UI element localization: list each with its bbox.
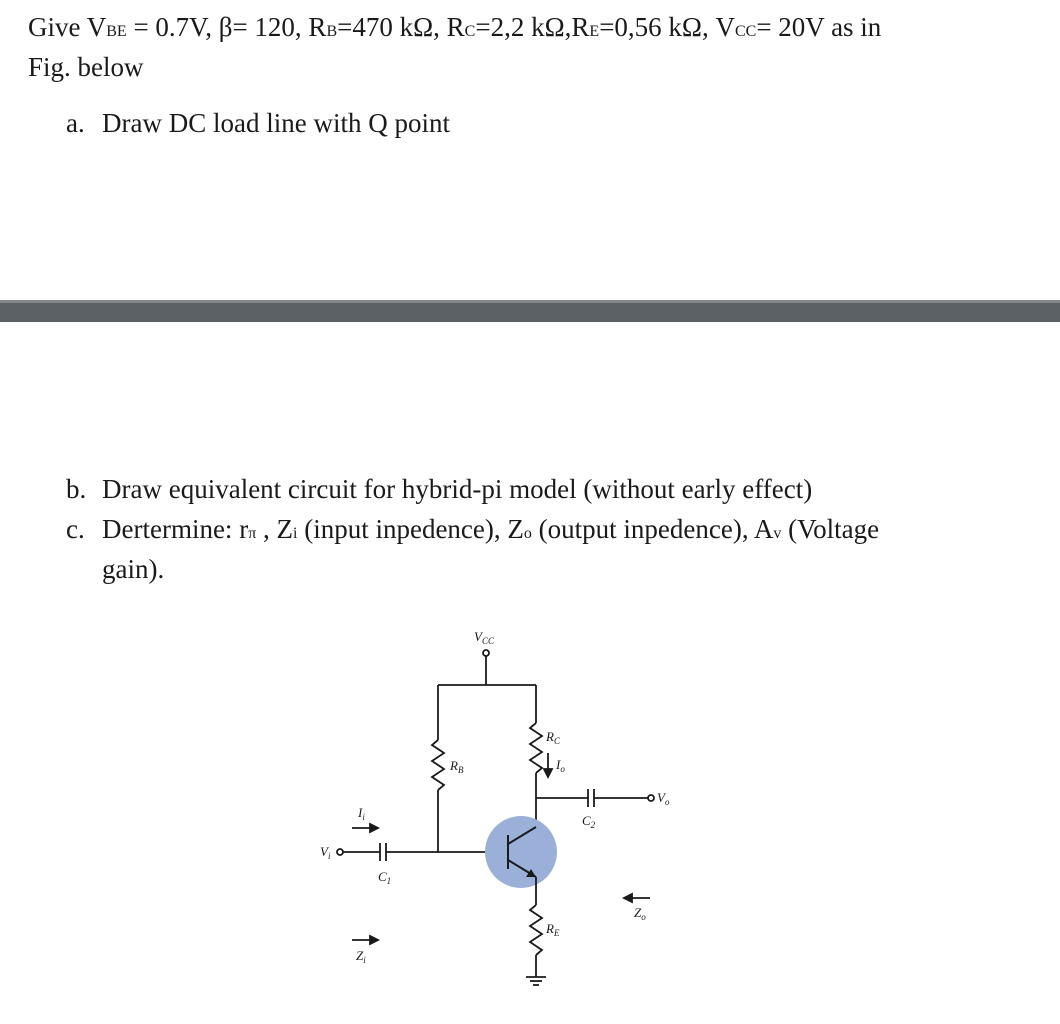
vo-terminal bbox=[648, 795, 654, 801]
rpi-subscript: π bbox=[248, 525, 257, 542]
item-c bbox=[66, 512, 879, 551]
rc-subscript: C bbox=[464, 23, 476, 40]
transistor-body bbox=[485, 816, 557, 888]
zi-subscript: i bbox=[293, 525, 298, 542]
item-c-text-4: (output inpedence), A bbox=[531, 514, 774, 544]
c1-label: $C_1$ bbox=[378, 869, 392, 886]
re-symbol: R bbox=[571, 12, 590, 42]
rb-value: =470 kΩ, bbox=[337, 12, 440, 42]
item-c-text-1: Dertermine: r bbox=[102, 514, 249, 544]
item-c-text-2: , Z bbox=[256, 514, 294, 544]
vcc-value: = 20V as in bbox=[756, 12, 882, 42]
problem-give: Give bbox=[28, 12, 81, 42]
problem-line-2: Fig. below bbox=[28, 52, 144, 82]
item-a bbox=[66, 106, 450, 140]
vo-label: $V_o$ bbox=[657, 790, 670, 807]
re-label: $R_E$ bbox=[546, 921, 560, 938]
vbe-subscript: BE bbox=[106, 23, 127, 40]
rc-label: $R_C$ bbox=[546, 729, 560, 746]
rc-value: =2,2 kΩ, bbox=[475, 12, 572, 42]
section-divider bbox=[0, 300, 1060, 322]
item-b-letter: b. bbox=[66, 474, 87, 504]
emitter-branch bbox=[526, 877, 546, 985]
item-c-line-2: gain). bbox=[102, 554, 165, 584]
item-b-text: Draw equivalent circuit for hybrid-pi model (without early effect) bbox=[102, 474, 813, 504]
ii-arrow-head bbox=[370, 824, 378, 832]
rb-resistor bbox=[432, 740, 444, 790]
amplifier-circuit-diagram bbox=[300, 615, 700, 995]
zi-label: $Z_i$ bbox=[356, 948, 366, 965]
vi-label: $V_i$ bbox=[320, 844, 331, 861]
ii-label: $I_i$ bbox=[358, 805, 365, 822]
item-b bbox=[66, 472, 812, 506]
vbe-symbol: V bbox=[86, 12, 107, 42]
rb-subscript: B bbox=[326, 23, 338, 40]
vcc-terminal bbox=[483, 650, 489, 656]
io-arrow-head bbox=[544, 769, 552, 777]
vbe-value: = 0.7V, bbox=[133, 12, 212, 42]
item-c-text-3: (input inpedence), Z bbox=[297, 514, 524, 544]
vcc-label: $V_{CC}$ bbox=[474, 629, 494, 646]
rc-resistor bbox=[530, 723, 542, 773]
item-a-letter: a. bbox=[66, 108, 85, 138]
vcc-symbol: V bbox=[715, 12, 735, 42]
item-a-text: Draw DC load line with Q point bbox=[102, 108, 450, 138]
problem-line-1 bbox=[28, 10, 881, 49]
re-value: =0,56 kΩ, bbox=[599, 12, 709, 42]
rb-label: $R_B$ bbox=[450, 758, 464, 775]
zo-label: $Z_o$ bbox=[634, 905, 646, 922]
vcc-subscript: CC bbox=[734, 23, 757, 40]
zi-arrow-head bbox=[370, 936, 378, 944]
beta-value: β= 120, bbox=[218, 12, 302, 42]
c2-label: $C_2$ bbox=[582, 813, 596, 830]
zo-subscript: o bbox=[523, 525, 532, 542]
re-subscript: E bbox=[589, 23, 600, 40]
rc-symbol: R bbox=[446, 12, 465, 42]
vi-terminal bbox=[337, 849, 343, 855]
rb-symbol: R bbox=[308, 12, 327, 42]
re-resistor bbox=[530, 905, 542, 955]
item-c-letter: c. bbox=[66, 514, 85, 544]
item-c-text-5: (Voltage bbox=[781, 514, 880, 544]
zo-arrow-head bbox=[624, 894, 632, 902]
av-subscript: v bbox=[773, 525, 782, 542]
io-label: $I_o$ bbox=[556, 757, 565, 774]
